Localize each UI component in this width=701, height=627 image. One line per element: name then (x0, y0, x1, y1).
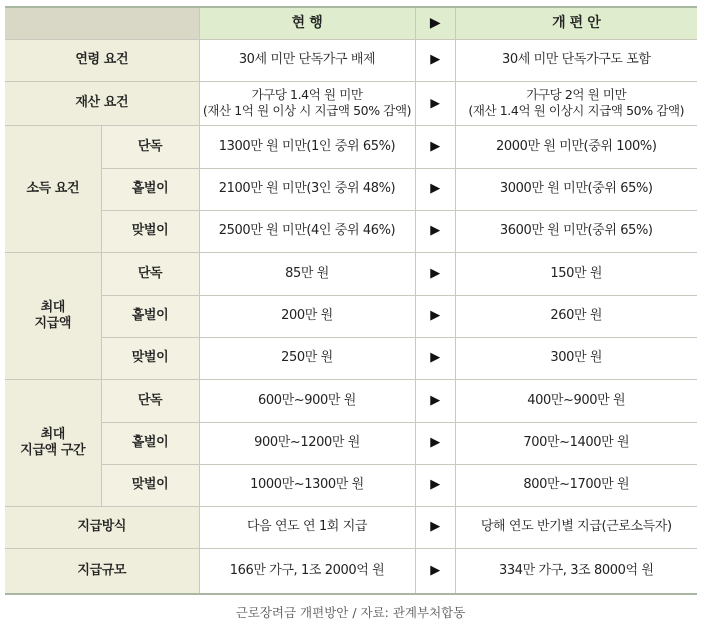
max-current: 250만 원 (199, 337, 415, 379)
row-label-range-line2: 지급액 구간 (20, 442, 86, 458)
max-revised: 150만 원 (455, 252, 697, 295)
income-revised: 3000만 원 미만(중위 65%) (455, 168, 697, 210)
arrow-icon: ▶ (415, 125, 455, 168)
header-revised: 개 편 안 (455, 7, 697, 39)
image-caption: 근로장려금 개편방안 / 자료: 관계부처합동 (235, 605, 466, 620)
row-range-2 (5, 464, 697, 506)
arrow-icon: ▶ (415, 506, 455, 548)
scale-revised: 334만 가구, 3조 8000억 원 (455, 548, 697, 594)
sub-label: 홑벌이 (101, 168, 199, 210)
header-current: 현 행 (199, 7, 415, 39)
sub-label: 홑벌이 (101, 422, 199, 464)
arrow-icon: ▶ (415, 422, 455, 464)
sub-label: 맞벌이 (101, 464, 199, 506)
range-revised: 800만~1700만 원 (455, 464, 697, 506)
arrow-icon: ▶ (415, 210, 455, 252)
row-age (5, 39, 697, 81)
row-range-1 (5, 422, 697, 464)
row-label-range-line1: 최대 (40, 426, 65, 442)
max-revised: 300만 원 (455, 337, 697, 379)
age-current: 30세 미만 단독가구 배제 (199, 39, 415, 81)
sub-label: 홑벌이 (101, 295, 199, 337)
method-current: 다음 연도 연 1회 지급 (199, 506, 415, 548)
row-max-0 (5, 252, 697, 295)
age-revised: 30세 미만 단독가구도 포함 (455, 39, 697, 81)
row-scale (5, 548, 697, 594)
income-current: 2100만 원 미만(3인 중위 48%) (199, 168, 415, 210)
income-current: 1300만 원 미만(1인 중위 65%) (199, 125, 415, 168)
row-max-1 (5, 295, 697, 337)
asset-current-line1: 가구당 1.4억 원 미만 (251, 87, 363, 102)
row-range-0 (5, 379, 697, 422)
arrow-icon: ▶ (415, 464, 455, 506)
row-label-income: 소득 요건 (5, 125, 101, 252)
asset-revised-line2: (재산 1.4억 원 이상시 지급액 50% 감액) (468, 103, 685, 118)
row-label-method: 지급방식 (5, 506, 199, 548)
range-revised: 400만~900만 원 (455, 379, 697, 422)
range-current: 1000만~1300만 원 (199, 464, 415, 506)
method-revised: 당해 연도 반기별 지급(근로소득자) (455, 506, 697, 548)
asset-revised-line1: 가구당 2억 원 미만 (526, 87, 627, 102)
arrow-icon: ▶ (415, 295, 455, 337)
row-label-max (5, 252, 101, 379)
row-method (5, 506, 697, 548)
scale-current: 166만 가구, 1조 2000억 원 (199, 548, 415, 594)
row-income-0 (5, 125, 697, 168)
arrow-icon: ▶ (415, 548, 455, 594)
arrow-icon: ▶ (415, 81, 455, 125)
range-current: 600만~900만 원 (199, 379, 415, 422)
row-label-asset: 재산 요건 (5, 81, 199, 125)
max-revised: 260만 원 (455, 295, 697, 337)
arrow-icon: ▶ (415, 39, 455, 81)
header-corner (5, 7, 199, 39)
sub-label: 단독 (101, 125, 199, 168)
row-income-2 (5, 210, 697, 252)
income-revised: 2000만 원 미만(중위 100%) (455, 125, 697, 168)
arrow-icon: ▶ (415, 252, 455, 295)
sub-label: 단독 (101, 379, 199, 422)
row-label-max-line1: 최대 (40, 299, 65, 315)
asset-revised (455, 81, 697, 125)
arrow-icon: ▶ (415, 379, 455, 422)
header-arrow-icon: ▶ (415, 7, 455, 39)
sub-label: 맞벌이 (101, 337, 199, 379)
income-current: 2500만 원 미만(4인 중위 46%) (199, 210, 415, 252)
max-current: 85만 원 (199, 252, 415, 295)
row-asset (5, 81, 697, 125)
row-income-1 (5, 168, 697, 210)
arrow-icon: ▶ (415, 168, 455, 210)
row-label-scale: 지급규모 (5, 548, 199, 594)
range-current: 900만~1200만 원 (199, 422, 415, 464)
income-revised: 3600만 원 미만(중위 65%) (455, 210, 697, 252)
header-row (5, 7, 697, 39)
asset-current-line2: (재산 1억 원 이상 시 지급액 50% 감액) (202, 103, 412, 118)
range-revised: 700만~1400만 원 (455, 422, 697, 464)
row-label-max-line2: 지급액 (34, 315, 71, 331)
row-max-2 (5, 337, 697, 379)
arrow-icon: ▶ (415, 337, 455, 379)
max-current: 200만 원 (199, 295, 415, 337)
asset-current (199, 81, 415, 125)
sub-label: 맞벌이 (101, 210, 199, 252)
sub-label: 단독 (101, 252, 199, 295)
row-label-range (5, 379, 101, 506)
row-label-age: 연령 요건 (5, 39, 199, 81)
comparison-table (5, 6, 697, 595)
